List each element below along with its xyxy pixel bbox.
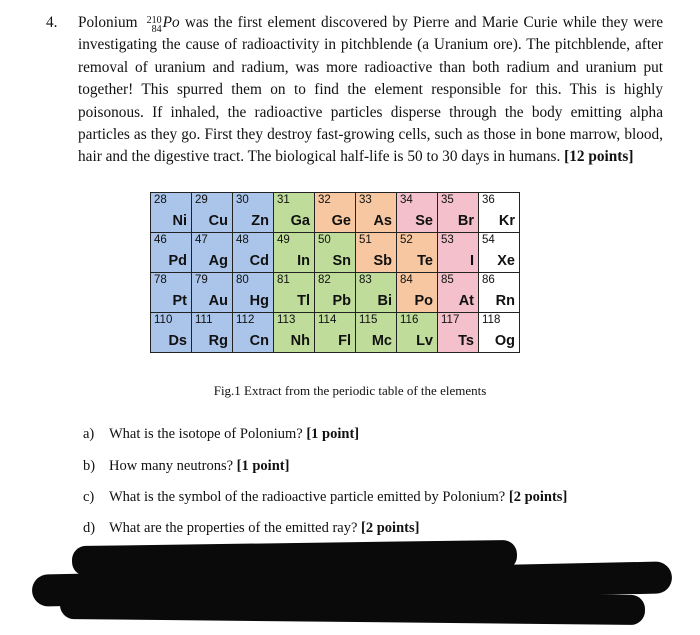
element-symbol: Bi — [377, 293, 392, 309]
element-cell — [274, 273, 315, 313]
subquestion-letter: d) — [83, 520, 96, 536]
element-cell — [438, 193, 479, 233]
element-symbol: Ni — [172, 213, 187, 229]
element-cell — [233, 313, 274, 353]
subquestion-text: What is the symbol of the radioactive particle emitted by Polonium? — [109, 489, 506, 505]
element-cell — [315, 233, 356, 273]
periodic-row — [151, 193, 520, 233]
subquestion-text: How many neutrons? — [109, 458, 234, 474]
atomic-number: 85 — [441, 274, 454, 286]
element-symbol: Mc — [371, 333, 392, 349]
atomic-number: 47 — [195, 234, 208, 246]
element-cell — [192, 313, 233, 353]
element-cell — [192, 233, 233, 273]
atomic-number: 115 — [359, 314, 378, 326]
element-cell — [356, 193, 397, 233]
subquestion-points: [2 points] — [508, 489, 568, 505]
element-symbol: Rg — [208, 333, 228, 349]
element-cell — [397, 193, 438, 233]
element-symbol: Cu — [208, 213, 228, 229]
atomic-number: 110 — [154, 314, 173, 326]
element-cell — [479, 233, 520, 273]
element-cell — [315, 193, 356, 233]
element-cell — [479, 313, 520, 353]
atomic-number: 54 — [482, 234, 495, 246]
atomic-number: 46 — [154, 234, 167, 246]
question-body: was the first element discovered by Pierre and Marie Curie while they were investigating the cause of radioactivity in pitchblende (a Uranium ore). The pitchblende, after removal of uranium and radium, was more radioactive than both radium and uranium put together! This spurred them on to find the element responsible for this. This is highly poisonous. If inhaled, the radioactive particles disperse through the body emitting alpha particles as they go. First they destroy fast-growing cells, such as those in bone marrow, blood, hair and the digestive tract. The biological half-life is 50 to 30 days in humans. — [78, 14, 664, 166]
element-cell — [356, 273, 397, 313]
element-cell — [151, 193, 192, 233]
element-symbol: Sb — [373, 253, 392, 269]
element-symbol: Rn — [495, 293, 515, 309]
atomic-number: 34 — [400, 194, 413, 206]
element-cell — [233, 193, 274, 233]
question-points: [12 points] — [564, 148, 634, 166]
atomic-number: 86 — [482, 274, 495, 286]
periodic-row — [151, 313, 520, 353]
atomic-number: 81 — [277, 274, 290, 286]
atomic-number: 32 — [318, 194, 331, 206]
atomic-number: 49 — [277, 234, 290, 246]
element-cell — [356, 233, 397, 273]
element-symbol: In — [297, 253, 310, 269]
element-symbol: Pd — [168, 253, 187, 269]
atomic-number: 36 — [482, 194, 495, 206]
atomic-number: 78 — [154, 274, 167, 286]
subquestion-d — [83, 520, 419, 537]
element-cell — [479, 193, 520, 233]
element-cell — [151, 273, 192, 313]
element-cell — [233, 233, 274, 273]
element-cell — [438, 313, 479, 353]
subquestion-text: What are the properties of the emitted ray? — [109, 520, 358, 536]
atomic-number: 50 — [318, 234, 331, 246]
element-cell — [315, 273, 356, 313]
element-cell — [274, 193, 315, 233]
redaction-bar — [60, 589, 645, 625]
subquestion-points: [2 points] — [361, 520, 420, 536]
subquestion-letter: a) — [83, 426, 95, 442]
atomic-number: 114 — [318, 314, 337, 326]
element-symbol: Cn — [249, 333, 269, 349]
subquestion-points: [1 point] — [236, 458, 290, 474]
element-cell — [315, 313, 356, 353]
element-symbol: Po — [414, 293, 433, 309]
question-text — [48, 12, 663, 169]
element-symbol: Ts — [458, 333, 474, 349]
question-4 — [48, 12, 663, 169]
element-symbol: Te — [417, 253, 433, 269]
periodic-table-extract — [150, 192, 520, 353]
element-symbol: Pt — [172, 293, 187, 309]
atomic-number: 53 — [441, 234, 454, 246]
subquestion-letter: c) — [83, 489, 95, 505]
atomic-number: 118 — [482, 314, 501, 326]
atomic-number: 113 — [277, 314, 296, 326]
element-cell — [233, 273, 274, 313]
periodic-row — [151, 273, 520, 313]
atomic-number: 48 — [236, 234, 249, 246]
atomic-number: 51 — [359, 234, 372, 246]
element-symbol: Sn — [332, 253, 351, 269]
element-cell — [397, 233, 438, 273]
atomic-number: 82 — [318, 274, 331, 286]
element-cell — [397, 313, 438, 353]
element-symbol: Au — [208, 293, 228, 309]
element-symbol: Tl — [297, 293, 310, 309]
element-symbol: Ga — [290, 213, 310, 229]
element-symbol: Br — [457, 213, 474, 229]
atomic-number: 31 — [277, 194, 290, 206]
atomic-number: 79 — [195, 274, 208, 286]
element-cell — [192, 273, 233, 313]
atomic-number: 30 — [236, 194, 249, 206]
element-symbol: Ds — [168, 333, 187, 349]
atomic-number: 112 — [236, 314, 255, 326]
element-symbol: Ag — [208, 253, 228, 269]
element-cell — [192, 193, 233, 233]
question-lead: Polonium — [78, 14, 138, 31]
element-symbol: Pb — [332, 293, 351, 309]
element-symbol: Xe — [497, 253, 515, 269]
element-symbol: Cd — [249, 253, 269, 269]
figure-caption: Fig.1 Extract from the periodic table of the elements — [213, 383, 487, 398]
subquestion-points: [1 point] — [306, 426, 360, 442]
element-cell — [274, 233, 315, 273]
atomic-number: 111 — [195, 314, 213, 326]
isotope-atomic-number: 84 — [151, 24, 162, 35]
subquestion-c — [83, 489, 567, 506]
element-symbol: As — [373, 213, 392, 229]
element-symbol: Ge — [331, 213, 351, 229]
element-symbol: At — [458, 293, 474, 309]
question-number: 4. — [46, 14, 58, 31]
element-symbol: Og — [494, 333, 515, 349]
element-symbol: Zn — [251, 213, 269, 229]
atomic-number: 116 — [400, 314, 419, 326]
subquestion-b — [83, 458, 289, 475]
element-symbol: I — [469, 253, 474, 269]
element-cell — [438, 273, 479, 313]
atomic-number: 117 — [441, 314, 460, 326]
element-symbol: Nh — [290, 333, 310, 349]
element-cell — [151, 313, 192, 353]
element-cell — [151, 233, 192, 273]
element-symbol: Fl — [338, 333, 351, 349]
element-cell — [438, 233, 479, 273]
isotope-notation — [147, 16, 162, 34]
element-symbol: Kr — [498, 213, 515, 229]
atomic-number: 52 — [400, 234, 413, 246]
element-symbol: Se — [415, 213, 433, 229]
isotope-mass-number: 210 — [146, 15, 162, 26]
element-symbol: Hg — [249, 293, 269, 309]
atomic-number: 84 — [400, 274, 413, 286]
subquestion-letter: b) — [83, 458, 96, 474]
atomic-number: 33 — [359, 194, 372, 206]
element-cell — [274, 313, 315, 353]
element-symbol: Lv — [416, 333, 433, 349]
isotope-symbol: Po — [162, 14, 180, 31]
subquestion-text: What is the isotope of Polonium? — [109, 426, 303, 442]
periodic-row — [151, 233, 520, 273]
element-cell — [397, 273, 438, 313]
atomic-number: 80 — [236, 274, 249, 286]
atomic-number: 83 — [359, 274, 372, 286]
atomic-number: 35 — [441, 194, 454, 206]
atomic-number: 28 — [154, 194, 167, 206]
subquestion-a — [83, 426, 359, 443]
element-cell — [356, 313, 397, 353]
atomic-number: 29 — [195, 194, 208, 206]
element-cell — [479, 273, 520, 313]
